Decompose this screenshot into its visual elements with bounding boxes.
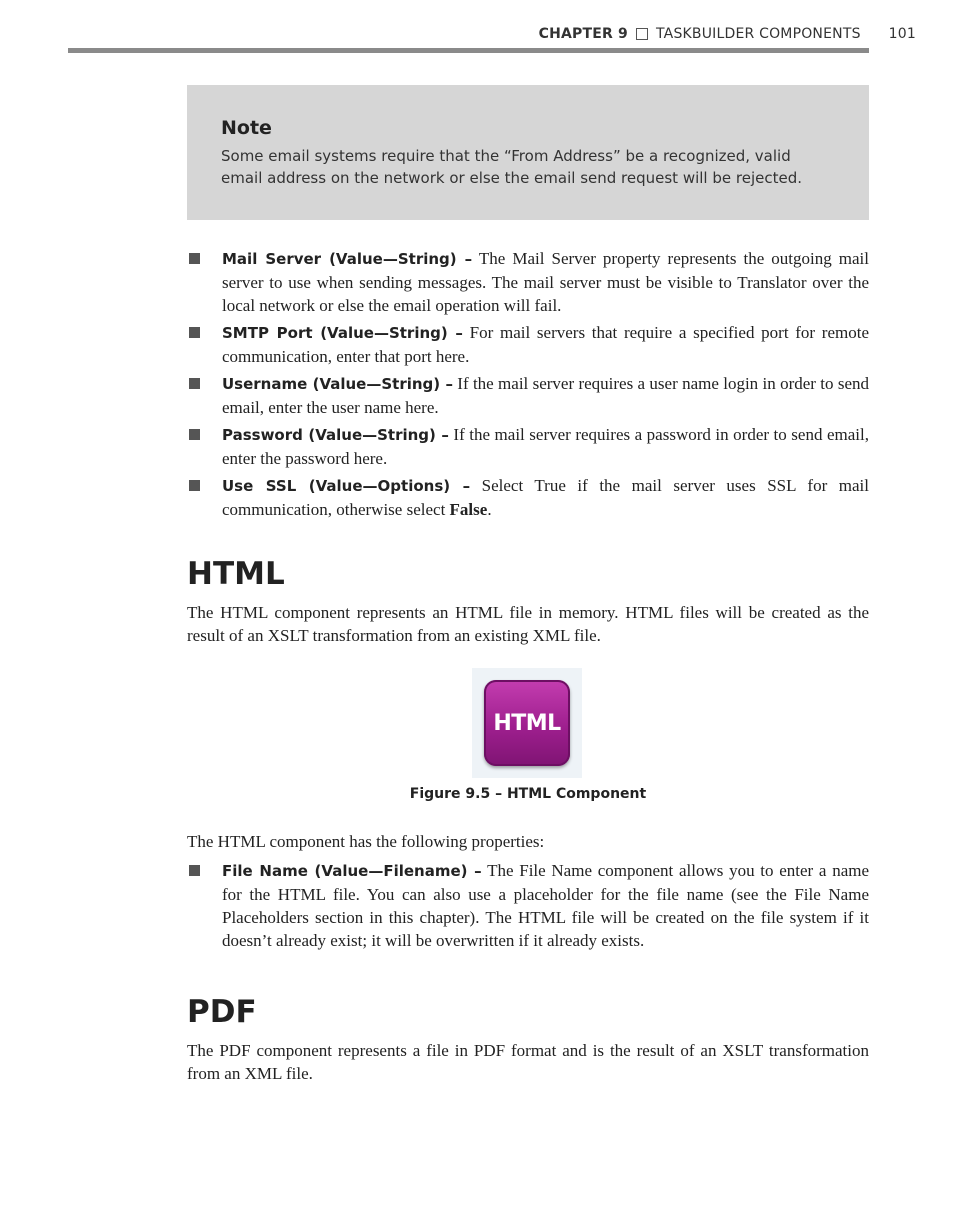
list-item xyxy=(187,423,869,470)
html-properties-list xyxy=(187,859,869,956)
chapter-title: TASKBUILDER COMPONENTS xyxy=(656,26,861,42)
square-bullet-icon xyxy=(189,429,200,440)
property-text: Select True if the mail server uses SSL for mail communication, otherwise select xyxy=(222,476,869,519)
property-term: Password (Value—String) – xyxy=(222,426,449,444)
square-bullet-icon xyxy=(189,865,200,876)
note-text: Some email systems require that the “From Address” be a recognized, valid email address on the network or else the email send request will be rejected. xyxy=(221,147,802,187)
property-term: File Name (Value—Filename) – xyxy=(222,862,482,880)
section-heading-pdf: PDF xyxy=(187,994,257,1030)
pdf-intro: The PDF component represents a file in PDF format and is the result of an XSLT transformation from an XML file. xyxy=(187,1041,869,1083)
property-text: The Mail Server property represents the outgoing mail server to use when sending messages. The mail server must be visible to Translator over the local network or else the email operation will fail. xyxy=(222,249,870,315)
note-box xyxy=(187,85,869,220)
running-header xyxy=(539,26,916,42)
list-item xyxy=(187,247,869,317)
square-bullet-icon xyxy=(189,327,200,338)
property-term: SMTP Port (Value—String) – xyxy=(222,324,463,342)
html-properties-intro: The HTML component has the following properties: xyxy=(187,832,545,851)
square-bullet-icon xyxy=(189,253,200,264)
html-icon-label: HTML xyxy=(493,710,561,736)
separator-box-icon xyxy=(636,28,648,40)
html-intro: The HTML component represents an HTML file in memory. HTML files will be created as the result of an XSLT transformation from an existing XML file. xyxy=(187,603,869,645)
page-number: 101 xyxy=(888,26,916,42)
square-bullet-icon xyxy=(189,378,200,389)
property-term: Mail Server (Value—String) – xyxy=(222,250,473,268)
chapter-label: CHAPTER 9 xyxy=(538,26,628,42)
property-text: If the mail server requires a user name login in order to send email, enter the user name here. xyxy=(222,374,869,417)
property-text: For mail servers that require a specified port for remote communication, enter that port here. xyxy=(222,323,869,366)
square-bullet-icon xyxy=(189,480,200,491)
section-heading-html: HTML xyxy=(187,556,285,592)
list-item xyxy=(187,859,869,952)
html-component-icon xyxy=(484,680,570,766)
header-rule xyxy=(68,48,869,53)
property-text: The File Name component allows you to enter a name for the HTML file. You can also use a placeholder for the file name (see the File Name Placeholders section in this chapter). The HTML file will be created on the file system if it doesn’t already exist; it will be overwritten if it already exists. xyxy=(222,861,870,950)
list-item xyxy=(187,372,869,419)
list-item xyxy=(187,474,869,521)
note-heading: Note xyxy=(221,117,272,139)
property-end: . xyxy=(487,500,492,519)
figure-caption: Figure 9.5 – HTML Component xyxy=(409,786,647,802)
property-term: Username (Value—String) – xyxy=(222,375,453,393)
property-text: If the mail server requires a password in order to send email, enter the password here. xyxy=(222,425,869,468)
property-bold-value: False xyxy=(449,500,488,519)
property-term: Use SSL (Value—Options) – xyxy=(222,477,471,495)
mail-properties-list xyxy=(187,247,869,525)
html-component-figure xyxy=(472,668,582,778)
list-item xyxy=(187,321,869,368)
